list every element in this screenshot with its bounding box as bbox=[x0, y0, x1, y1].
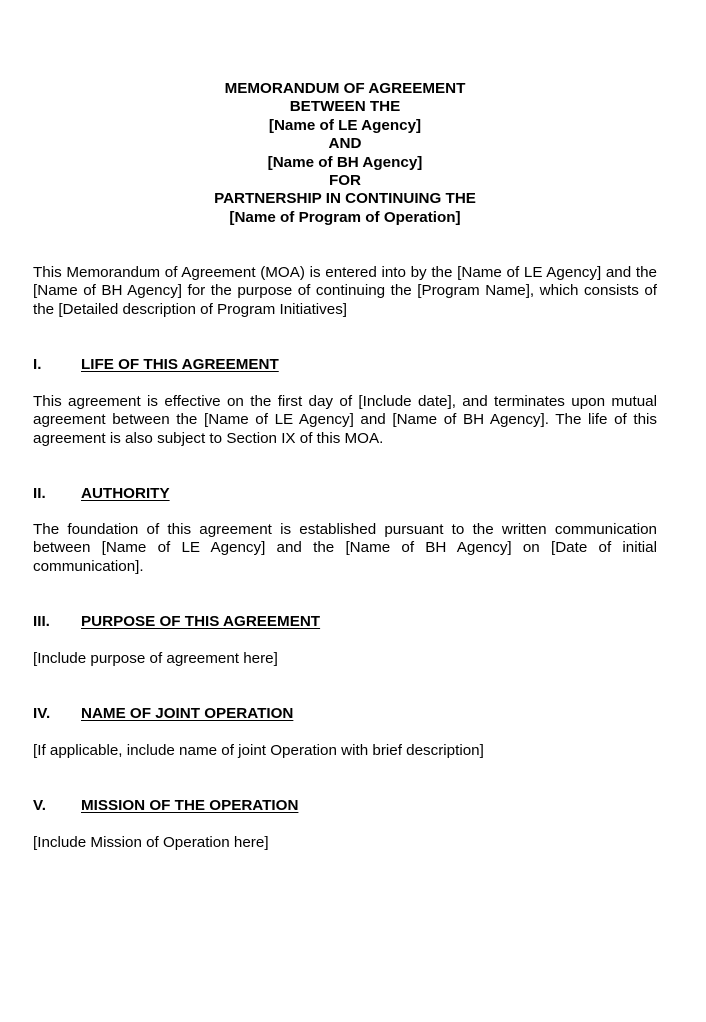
title-line: AND bbox=[328, 135, 362, 153]
title-line: MEMORANDUM OF AGREEMENT bbox=[224, 80, 466, 97]
title-line: [Name of Program of Operation] bbox=[229, 208, 461, 226]
section-heading-joint-operation bbox=[33, 705, 657, 723]
section-numeral: V. bbox=[33, 797, 46, 814]
title-line: FOR bbox=[328, 172, 362, 190]
section-title: LIFE OF THIS AGREEMENT bbox=[81, 356, 279, 373]
section-body-authority: The foundation of this agreement is established pursuant to the written communication between [Name of LE Agency] and the [Name of BH Agency] on [Date of initial communication]. bbox=[33, 521, 657, 575]
section-numeral: I. bbox=[33, 356, 42, 373]
title-line: [Name of LE Agency] bbox=[268, 116, 422, 134]
section-title: AUTHORITY bbox=[81, 485, 170, 502]
section-body-life: This agreement is effective on the first day of [Include date], and terminates upon mutual agreement between the [Name of LE Agency] and [Name of BH Agency]. The life of this agreement is also subject to Section IX of this MOA. bbox=[33, 393, 657, 447]
title-line: BETWEEN THE bbox=[289, 98, 401, 116]
section-heading-authority bbox=[33, 485, 657, 503]
section-title: NAME OF JOINT OPERATION bbox=[81, 705, 294, 722]
document-title bbox=[0, 80, 690, 227]
section-body-mission: [Include Mission of Operation here] bbox=[33, 834, 269, 851]
section-title: PURPOSE OF THIS AGREEMENT bbox=[81, 613, 321, 630]
section-title: MISSION OF THE OPERATION bbox=[81, 797, 299, 814]
title-line: PARTNERSHIP IN CONTINUING THE bbox=[214, 190, 476, 208]
title-line: [Name of BH Agency] bbox=[267, 153, 423, 171]
section-body-purpose: [Include purpose of agreement here] bbox=[33, 650, 278, 667]
section-body-joint-operation: [If applicable, include name of joint Operation with brief description] bbox=[33, 742, 484, 759]
section-heading-life bbox=[33, 356, 657, 374]
section-numeral: III. bbox=[33, 613, 50, 630]
intro-paragraph: This Memorandum of Agreement (MOA) is entered into by the [Name of LE Agency] and the [Name of BH Agency] for the purpose of continuing the [Program Name], which consists of the [Detailed description of Program Initiatives] bbox=[33, 264, 657, 318]
section-numeral: II. bbox=[33, 485, 46, 502]
section-heading-mission bbox=[33, 797, 657, 815]
section-heading-purpose bbox=[33, 613, 657, 631]
section-numeral: IV. bbox=[33, 705, 51, 722]
